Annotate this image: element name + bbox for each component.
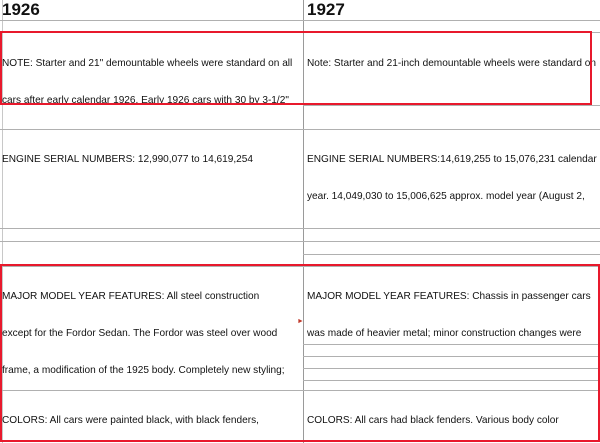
text-line: MAJOR MODEL YEAR FEATURES: Chassis in passenger cars (307, 291, 591, 303)
text-line: COLORS: All cars were painted black, with black fenders, (2, 415, 259, 427)
year-header-1927: 1927 (307, 0, 345, 19)
text-line: ENGINE SERIAL NUMBERS:14,619,255 to 15,076,231 calendar (307, 154, 597, 166)
text-line: except for the Fordor Sedan. The Fordor was steel over wood (2, 328, 278, 340)
text-line: cars after early calendar 1926. Early 1926 cars with 30 by 3-1/2" (2, 95, 289, 107)
text-line: ENGINE SERIAL NUMBERS: 12,990,077 to 14,619,254 (2, 154, 253, 166)
engine-1927 (307, 130, 597, 228)
text-line: Note: Starter and 21-inch demountable wheels were standard on (307, 58, 596, 70)
text-line: frame, a modification of the 1925 body. Completely new styling; (2, 364, 285, 376)
production-1927 (307, 106, 597, 130)
text-line: was made of heavier metal; minor construction changes were (307, 328, 582, 340)
text-line: MAJOR MODEL YEAR FEATURES: All steel construction (2, 291, 260, 303)
model-year-dates-1927 (307, 229, 597, 241)
triangle-marker-icon: ► (297, 318, 304, 325)
year-header-1926: 1926 (2, 0, 40, 19)
text-line: year. 14,049,030 to 15,006,625 approx. model year (August 2, (307, 191, 585, 203)
body-types-1927 (307, 242, 597, 254)
text-line: COLORS: All cars had black fenders. Various body color (307, 415, 559, 427)
engine-1926 (2, 130, 302, 167)
highlight-box-note (0, 31, 592, 105)
text-line: NOTE: Starter and 21" demountable wheels were standard on all (2, 58, 293, 70)
highlight-box-features-colors (0, 264, 600, 442)
model-year-dates-1926 (2, 229, 302, 241)
row-divider (303, 254, 600, 255)
